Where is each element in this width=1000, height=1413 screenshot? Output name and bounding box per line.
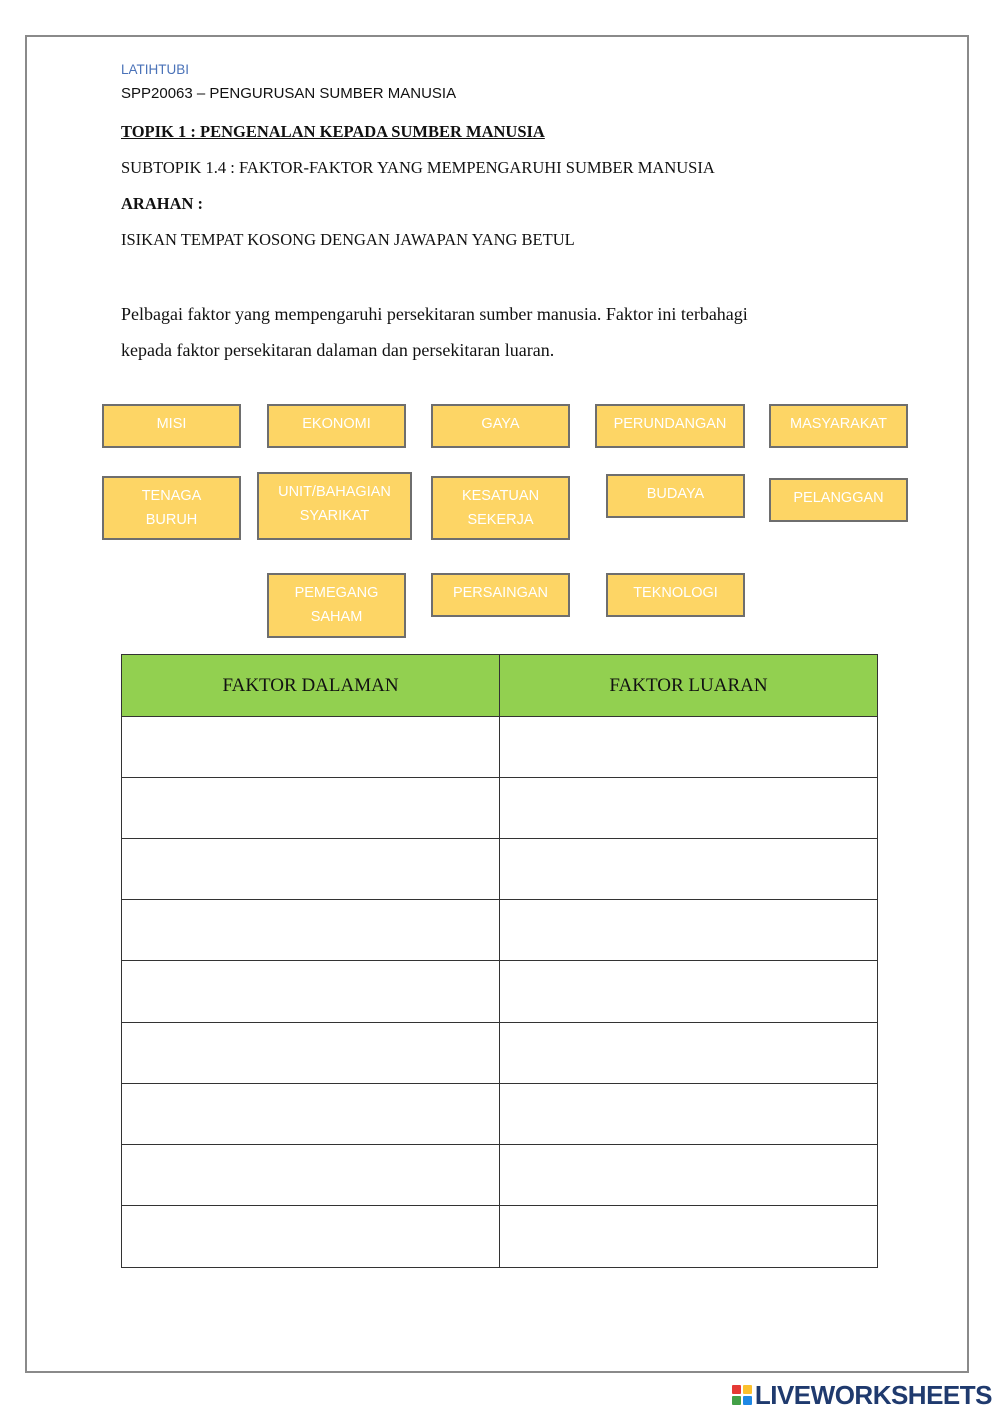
chip-gaya[interactable] [431,404,570,448]
answer-input[interactable] [122,717,499,777]
answer-input[interactable] [500,1084,877,1144]
dalaman-cell-1[interactable] [122,717,500,778]
chip-teknologi[interactable] [606,573,745,617]
liveworksheets-wordmark: LIVEWORKSHEETS [754,1379,992,1410]
chip-label-line-2: SYARIKAT [299,508,370,524]
chip-masyarakat[interactable] [769,404,908,448]
luaran-cell-1[interactable] [500,717,877,778]
chip-label: BUDAYA [646,486,705,502]
chip-label: PERUNDANGAN [613,416,727,432]
answer-input[interactable] [500,839,877,899]
chip-label-line-2: SAHAM [310,609,363,625]
course-title: SPP20063 – PENGURUSAN SUMBER MANUSIA [121,85,457,102]
dalaman-cell-3[interactable] [122,839,500,900]
answer-input[interactable] [500,717,877,777]
topic-title: TOPIK 1 : PENGENALAN KEPADA SUMBER MANUSIA [121,122,545,141]
luaran-cell-6[interactable] [500,1023,877,1084]
chip-label-line-1: UNIT/BAHAGIAN [278,484,391,500]
luaran-cell-2[interactable] [500,778,877,839]
answer-input[interactable] [122,839,499,899]
chip-budaya[interactable] [606,474,745,518]
answer-input[interactable] [500,1145,877,1205]
answer-table [121,654,878,1268]
dalaman-cell-2[interactable] [122,778,500,839]
logo-square-blue [743,1396,752,1405]
chip-ekonomi[interactable] [267,404,406,448]
chip-label: EKONOMI [302,416,371,432]
chip-label: PERSAINGAN [452,585,549,601]
answer-input[interactable] [122,1084,499,1144]
column-header-faktor-luaran: FAKTOR LUARAN [500,655,877,717]
answer-input[interactable] [500,900,877,960]
dalaman-cell-4[interactable] [122,900,500,961]
chip-label: GAYA [481,416,520,432]
luaran-cell-9[interactable] [500,1206,877,1267]
dalaman-cell-9[interactable] [122,1206,500,1267]
luaran-cell-3[interactable] [500,839,877,900]
intro-paragraph-line-2: kepada faktor persekitaran dalaman dan persekitaran luaran. [121,340,555,360]
chip-persaingan[interactable] [431,573,570,617]
liveworksheets-brand [732,1381,992,1409]
luaran-cell-8[interactable] [500,1145,877,1206]
luaran-cell-5[interactable] [500,961,877,1022]
luaran-cell-4[interactable] [500,900,877,961]
luaran-cell-7[interactable] [500,1084,877,1145]
answer-input[interactable] [122,778,499,838]
liveworksheets-logo-icon [732,1385,752,1405]
intro-paragraph-line-1: Pelbagai faktor yang mempengaruhi persekitaran sumber manusia. Faktor ini terbahagi [121,304,748,324]
chip-label-line-1: TENAGA [141,488,202,504]
chip-unit-bahagian-syarikat[interactable] [257,472,412,540]
chip-label-line-2: SEKERJA [467,512,534,528]
logo-square-green [732,1396,741,1405]
column-header-faktor-dalaman: FAKTOR DALAMAN [122,655,500,717]
chip-label: MISI [156,416,187,432]
answer-input[interactable] [122,1023,499,1083]
chip-label: PELANGGAN [793,490,884,506]
chip-label: MASYARAKAT [790,416,887,432]
dalaman-cell-6[interactable] [122,1023,500,1084]
instruction-text: ISIKAN TEMPAT KOSONG DENGAN JAWAPAN YANG BETUL [121,230,575,249]
dalaman-cell-5[interactable] [122,961,500,1022]
chip-tenaga-buruh[interactable] [102,476,241,540]
answer-input[interactable] [500,1023,877,1083]
dalaman-cell-7[interactable] [122,1084,500,1145]
chip-label-line-1: PEMEGANG [294,585,379,601]
chip-kesatuan-sekerja[interactable] [431,476,570,540]
answer-input[interactable] [500,778,877,838]
answer-input[interactable] [500,1206,877,1267]
subtopic-title: SUBTOPIK 1.4 : FAKTOR-FAKTOR YANG MEMPENGARUHI SUMBER MANUSIA [121,158,715,177]
chip-pemegang-saham[interactable] [267,573,406,638]
answer-input[interactable] [122,961,499,1021]
chip-label: TEKNOLOGI [633,585,718,601]
logo-square-red [732,1385,741,1394]
header-brand: LATIHTUBI [121,62,190,77]
chip-misi[interactable] [102,404,241,448]
answer-input[interactable] [122,900,499,960]
chip-label-line-2: BURUH [145,512,198,528]
answer-input[interactable] [122,1206,499,1267]
chip-perundangan[interactable] [595,404,745,448]
chip-pelanggan[interactable] [769,478,908,522]
dalaman-cell-8[interactable] [122,1145,500,1206]
answer-input[interactable] [122,1145,499,1205]
chip-label-line-1: KESATUAN [461,488,540,504]
instruction-label: ARAHAN : [121,194,204,213]
answer-input[interactable] [500,961,877,1021]
logo-square-yellow [743,1385,752,1394]
